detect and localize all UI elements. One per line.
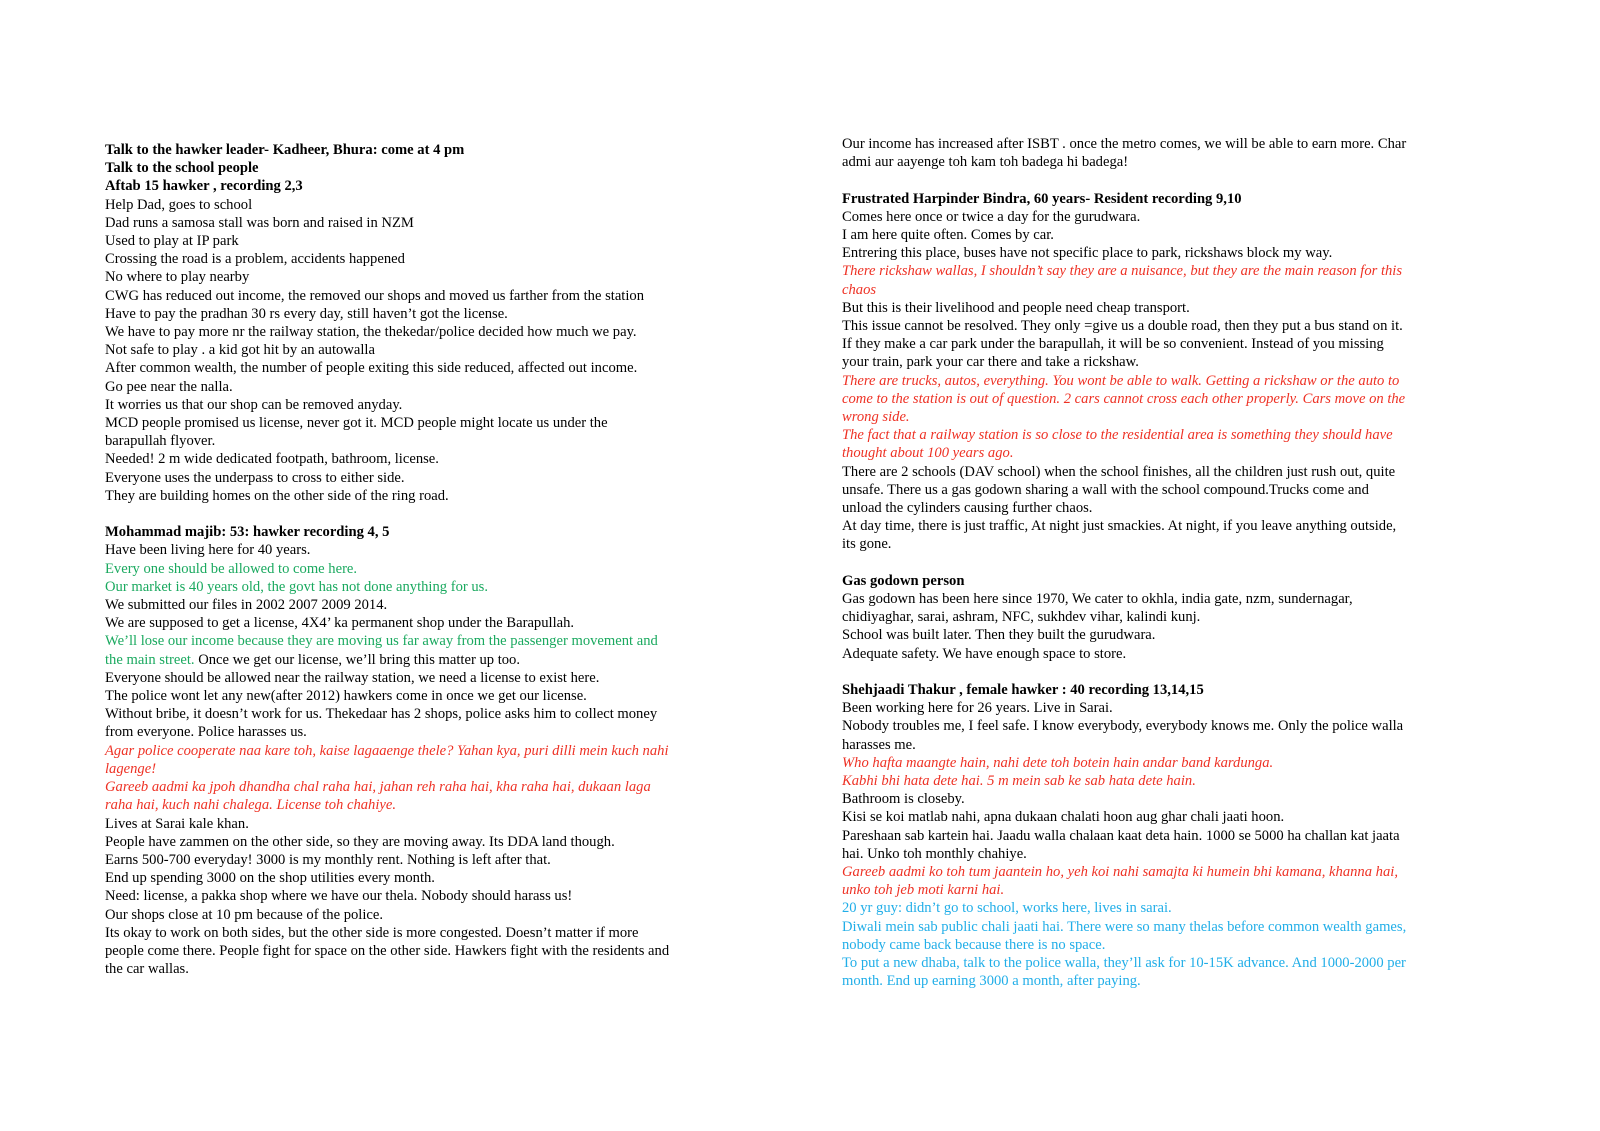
text-line: Help Dad, goes to school xyxy=(105,196,253,213)
text-line: After common wealth, the number of people exiting this side reduced, affected out income. xyxy=(105,360,638,377)
quote-line-red: chaos xyxy=(842,281,877,298)
paragraph-gap xyxy=(842,554,1487,572)
quote-line-red: unko toh jeb moti karni hai. xyxy=(842,882,1005,899)
heading-line: Mohammad majib: 53: hawker recording 4, 5 xyxy=(105,524,390,541)
text-line-part: Once we get our license, we’ll bring this matter up too. xyxy=(194,651,520,668)
quote-line-red: Gareeb aadmi ko toh tum jaantein ho, yeh koi nahi samajta ki humein bhi kamana, khanna hai, xyxy=(842,864,1398,881)
quote-line-red: Gareeb aadmi ka jpoh dhandha chal raha hai, jahan reh raha hai, kha raha hai, dukaan laga xyxy=(105,779,651,796)
quote-line-green: Our market is 40 years old, the govt has not done anything for us. xyxy=(105,578,489,595)
text-line: Crossing the road is a problem, accidents happened xyxy=(105,251,405,268)
text-line: Without bribe, it doesn’t work for us. Thekedaar has 2 shops, police asks him to collect money xyxy=(105,706,658,723)
text-line: Entrering this place, buses have not specific place to park, rickshaws block my way. xyxy=(842,245,1333,262)
text-line: Have been living here for 40 years. xyxy=(105,542,311,559)
text-line: End up spending 3000 on the shop utilities every month. xyxy=(105,870,435,887)
text-line: admi aur aayenge toh kam toh badega hi badega! xyxy=(842,154,1129,171)
text-line: At day time, there is just traffic, At night just smackies. At night, if you leave anything outside, xyxy=(842,518,1397,535)
text-line: We submitted our files in 2002 2007 2009 2014. xyxy=(105,597,388,614)
note-line-blue: To put a new dhaba, talk to the police walla, they’ll ask for 10-15K advance. And 1000-2000 per xyxy=(842,955,1406,972)
text-line: This issue cannot be resolved. They only =give us a double road, then they put a bus stand on it. xyxy=(842,318,1403,335)
text-line: Its okay to work on both sides, but the other side is more congested. Doesn’t matter if more xyxy=(105,924,639,941)
left-column xyxy=(105,141,745,978)
heading-line: Shehjaadi Thakur , female hawker : 40 recording 13,14,15 xyxy=(842,682,1204,699)
text-line: Gas godown has been here since 1970, We cater to okhla, india gate, nzm, sundernagar, xyxy=(842,591,1353,608)
text-line: Not safe to play . a kid got hit by an autowalla xyxy=(105,342,375,359)
text-line: the car wallas. xyxy=(105,961,189,978)
heading-line: Talk to the school people xyxy=(105,160,259,177)
text-line: Used to play at IP park xyxy=(105,233,239,250)
quote-line-green-part: the main street. xyxy=(105,651,195,668)
text-line: its gone. xyxy=(842,536,892,553)
text-line: people come there. People fight for space on the other side. Hawkers fight with the residents and xyxy=(105,942,670,959)
quote-line-red: There are trucks, autos, everything. You wont be able to walk. Getting a rickshaw or the auto to xyxy=(842,372,1400,389)
text-line: CWG has reduced out income, the removed our shops and moved us farther from the station xyxy=(105,287,645,304)
quote-line-red: Agar police cooperate naa kare toh, kaise lagaaenge thele? Yahan kya, puri dilli mein kuch nahi xyxy=(105,742,669,759)
text-line: Our shops close at 10 pm because of the police. xyxy=(105,906,384,923)
text-line: Everyone should be allowed near the railway station, we need a license to exist here. xyxy=(105,669,600,686)
quote-line-red: thought about 100 years ago. xyxy=(842,445,1014,462)
text-line: School was built later. Then they built the gurudwara. xyxy=(842,627,1156,644)
quote-line-red: come to the station is out of question. 2 cars cannot cross each other properly. Cars move on the xyxy=(842,390,1406,407)
quote-line-green: We’ll lose our income because they are moving us far away from the passenger movement and xyxy=(105,633,658,650)
note-line-blue: month. End up earning 3000 a month, after paying. xyxy=(842,973,1141,990)
heading-line: Aftab 15 hawker , recording 2,3 xyxy=(105,178,303,195)
heading-line: Gas godown person xyxy=(842,572,965,589)
heading-line: Frustrated Harpinder Bindra, 60 years- Resident recording 9,10 xyxy=(842,190,1242,207)
text-line: Bathroom is closeby. xyxy=(842,791,965,808)
text-line: Go pee near the nalla. xyxy=(105,378,233,395)
text-line: barapullah flyover. xyxy=(105,433,216,450)
text-line: unsafe. There us a gas godown sharing a wall with the school compound.Trucks come and xyxy=(842,481,1369,498)
text-line: Earns 500-700 everyday! 3000 is my monthly rent. Nothing is left after that. xyxy=(105,851,551,868)
quote-line-green: Every one should be allowed to come here. xyxy=(105,560,358,577)
text-line: Need: license, a pakka shop where we have our thela. Nobody should harass us! xyxy=(105,888,573,905)
text-line: It worries us that our shop can be removed anyday. xyxy=(105,396,403,413)
paragraph-gap xyxy=(842,171,1487,189)
text-line: Nobody troubles me, I feel safe. I know everybody, everybody knows me. Only the police walla xyxy=(842,718,1404,735)
text-line: We are supposed to get a license, 4X4’ ka permanent shop under the Barapullah. xyxy=(105,615,575,632)
text-line: Dad runs a samosa stall was born and raised in NZM xyxy=(105,214,414,231)
text-line: They are building homes on the other side of the ring road. xyxy=(105,487,449,504)
text-line: Pareshaan sab kartein hai. Jaadu walla chalaan kaat deta hain. 1000 se 5000 ha challan kat jaata xyxy=(842,827,1400,844)
note-line-blue: nobody came back because there is no space. xyxy=(842,936,1106,953)
quote-line-red: lagenge! xyxy=(105,760,157,777)
text-line: Adequate safety. We have enough space to store. xyxy=(842,645,1127,662)
text-line: But this is their livelihood and people need cheap transport. xyxy=(842,299,1190,316)
text-line: There are 2 schools (DAV school) when the school finishes, all the children just rush out, quite xyxy=(842,463,1396,480)
quote-line-red: raha hai, kuch nahi chalega. License toh chahiye. xyxy=(105,797,396,814)
text-line: Everyone uses the underpass to cross to either side. xyxy=(105,469,405,486)
text-line: Needed! 2 m wide dedicated footpath, bathroom, license. xyxy=(105,451,439,468)
note-line-blue: Diwali mein sab public chali jaati hai. There were so many thelas before common wealth games, xyxy=(842,918,1407,935)
note-line-blue: 20 yr guy: didn’t go to school, works here, lives in sarai. xyxy=(842,900,1172,917)
text-line: hai. Unko toh monthly chahiye. xyxy=(842,845,1027,862)
text-line: Been working here for 26 years. Live in Sarai. xyxy=(842,700,1113,717)
text-line: People have zammen on the other side, so they are moving away. Its DDA land though. xyxy=(105,833,615,850)
text-line: unload the cylinders causing further chaos. xyxy=(842,500,1093,517)
text-line: Lives at Sarai kale khan. xyxy=(105,815,249,832)
text-line xyxy=(105,651,745,669)
paragraph-gap xyxy=(105,505,745,523)
quote-line-red: There rickshaw wallas, I shouldn’t say they are a nuisance, but they are the main reason for this xyxy=(842,263,1403,280)
right-column xyxy=(842,135,1487,991)
quote-line-red: Kabhi bhi hata dete hai. 5 m mein sab ke sab hata dete hain. xyxy=(842,773,1196,790)
text-line: We have to pay more nr the railway station, the thekedar/police decided how much we pay. xyxy=(105,324,637,341)
text-line: Kisi se koi matlab nahi, apna dukaan chalati hoon aug ghar chali jaati hoon. xyxy=(842,809,1285,826)
text-line: chidiyaghar, sarai, ashram, NFC, sukhdev vihar, kalindi kunj. xyxy=(842,609,1201,626)
quote-line-red: The fact that a railway station is so close to the residential area is something they should have xyxy=(842,427,1393,444)
heading-line: Talk to the hawker leader- Kadheer, Bhura: come at 4 pm xyxy=(105,142,465,158)
text-line: The police wont let any new(after 2012) hawkers come in once we get our license. xyxy=(105,688,587,705)
text-line: your train, park your car there and take a rickshaw. xyxy=(842,354,1139,371)
paragraph-gap xyxy=(842,663,1487,681)
text-line: If they make a car park under the barapullah, it will be so convenient. Instead of you missing xyxy=(842,336,1384,353)
text-line: harasses me. xyxy=(842,736,916,753)
text-line: Have to pay the pradhan 30 rs every day, still haven’t got the license. xyxy=(105,305,508,322)
text-line: from everyone. Police harasses us. xyxy=(105,724,307,741)
quote-line-red: Who hafta maangte hain, nahi dete toh botein hain andar band kardunga. xyxy=(842,754,1274,771)
text-line: MCD people promised us license, never got it. MCD people might locate us under the xyxy=(105,415,608,432)
quote-line-red: wrong side. xyxy=(842,409,910,426)
text-line: No where to play nearby xyxy=(105,269,250,286)
text-line: Our income has increased after ISBT . once the metro comes, we will be able to earn more. Char xyxy=(842,136,1407,152)
text-line: Comes here once or twice a day for the gurudwara. xyxy=(842,208,1141,225)
text-line: I am here quite often. Comes by car. xyxy=(842,227,1054,243)
